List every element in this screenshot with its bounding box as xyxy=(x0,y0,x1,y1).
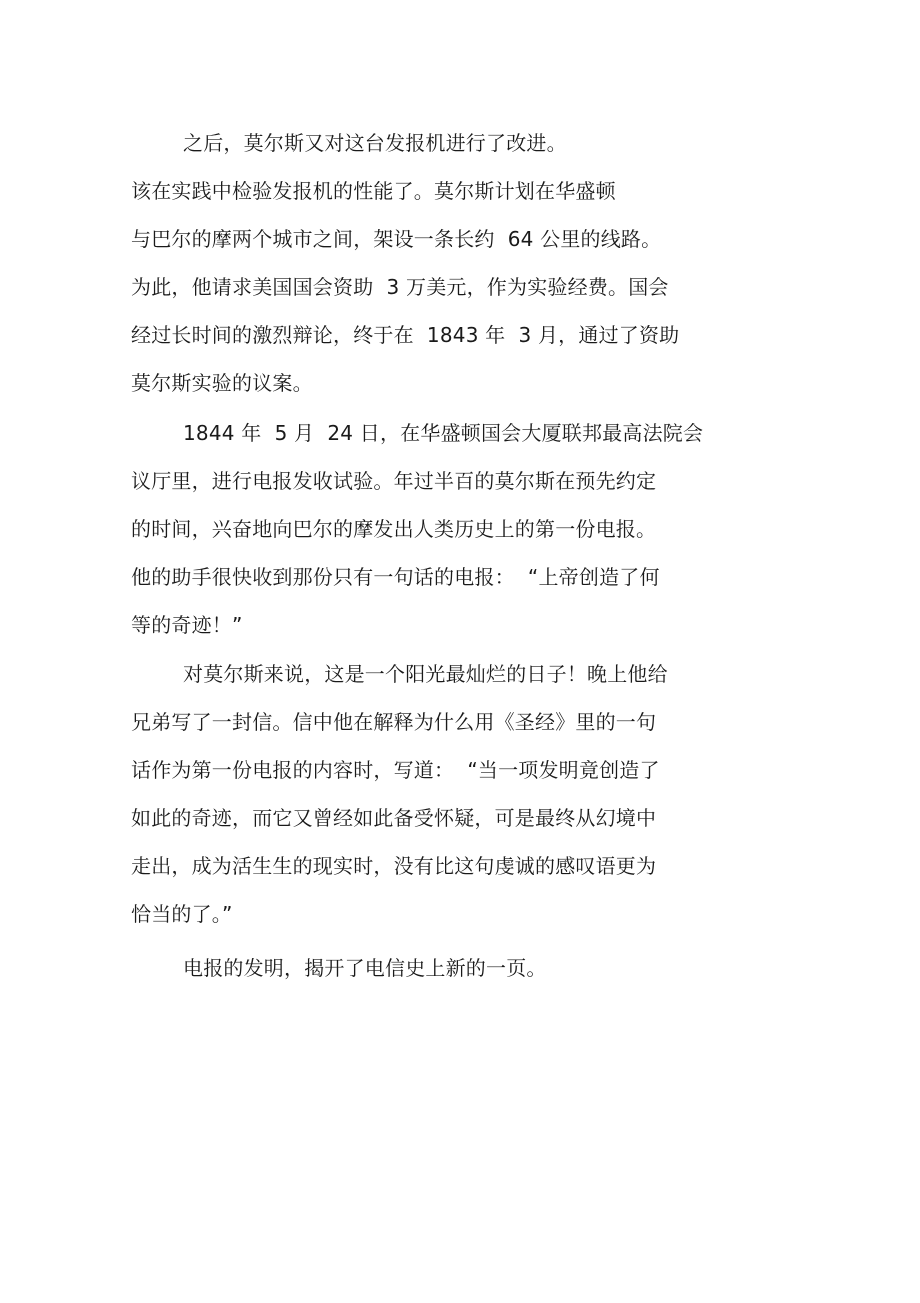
text-line-15: 如此的奇迹，而它又曾经如此备受怀疑，可是最终从幻境中 xyxy=(131,806,657,830)
text-line-8: 议厅里，进行电报发收试验。年过半百的莫尔斯在预先约定 xyxy=(131,469,657,493)
text-line-12: 对莫尔斯来说，这是一个阳光最灿烂的日子！晚上他给 xyxy=(183,662,668,686)
text-line-6: 莫尔斯实验的议案。 xyxy=(131,371,313,395)
text-line-14: 话作为第一份电报的内容时，写道： “当一项发明竟创造了 xyxy=(131,758,660,782)
text-line-9: 的时间，兴奋地向巴尔的摩发出人类历史上的第一份电报。 xyxy=(131,517,657,541)
text-line-18: 电报的发明，揭开了电信史上新的一页。 xyxy=(183,956,547,980)
text-line-13: 兄弟写了一封信。信中他在解释为什么用《圣经》里的一句 xyxy=(131,710,657,734)
text-line-16: 走出，成为活生生的现实时，没有比这句虔诚的感叹语更为 xyxy=(131,854,657,878)
text-line-5: 经过长时间的激烈辩论，终于在 1843 年 3 月，通过了资助 xyxy=(131,323,680,347)
text-line-17: 恰当的了。” xyxy=(131,902,233,926)
text-line-7: 1844 年 5 月 24 日，在华盛顿国会大厦联邦最高法院会 xyxy=(183,421,704,445)
text-line-10: 他的助手很快收到那份只有一句话的电报： “上帝创造了何 xyxy=(131,565,660,589)
text-line-11: 等的奇迹！” xyxy=(131,613,243,637)
text-line-2: 该在实践中检验发报机的性能了。莫尔斯计划在华盛顿 xyxy=(131,179,616,203)
text-line-3: 与巴尔的摩两个城市之间，架设一条长约 64 公里的线路。 xyxy=(131,227,662,251)
text-line-4: 为此，他请求美国国会资助 3 万美元，作为实验经费。国会 xyxy=(131,275,669,299)
text-line-1: 之后，莫尔斯又对这台发报机进行了改进。 xyxy=(183,131,567,155)
